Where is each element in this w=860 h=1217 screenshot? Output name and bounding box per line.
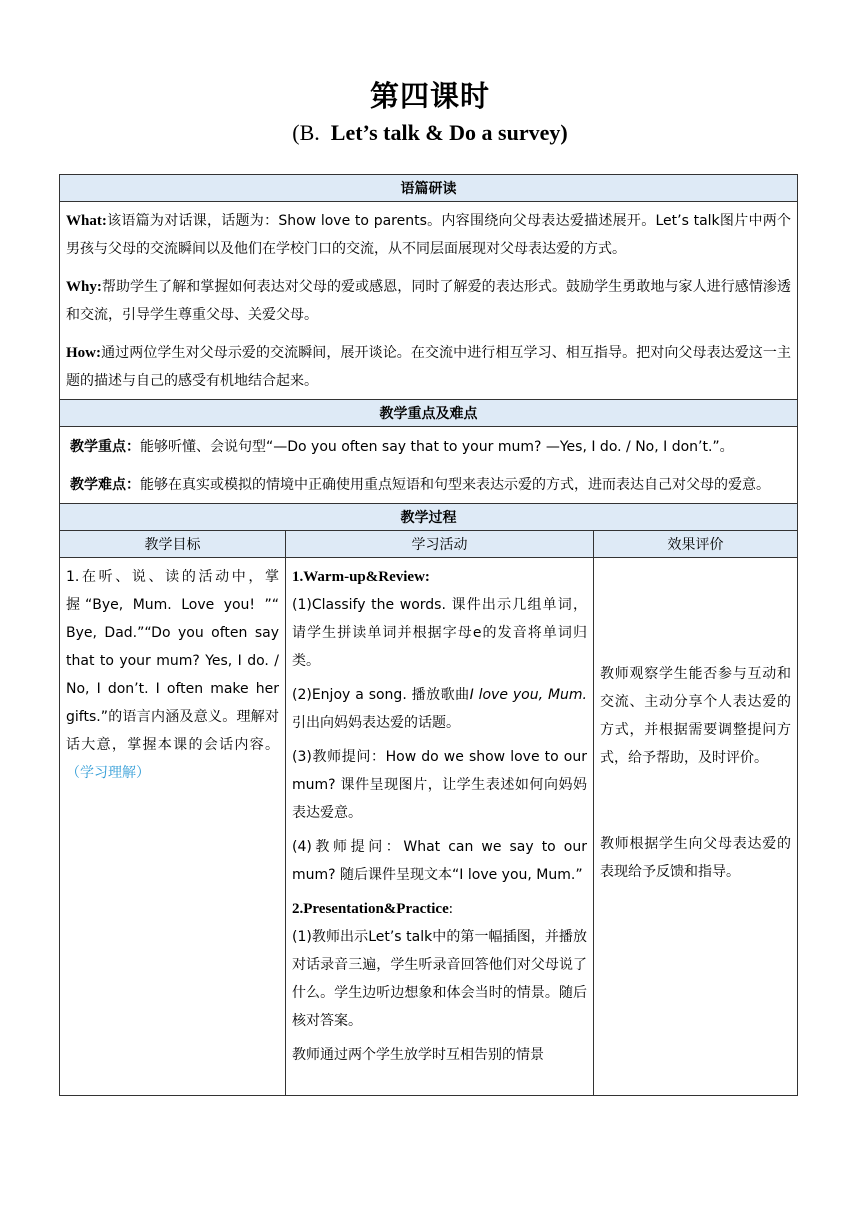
subtitle-prefix: (B. <box>292 120 320 145</box>
warmup-title: 1.Warm-up&Review: <box>292 569 430 585</box>
what-label: What: <box>66 213 107 229</box>
what-paragraph <box>66 207 791 263</box>
how-label: How: <box>66 345 101 361</box>
activity-question-1: (3)教师提问：How do we show love to our mum? 课件呈现图片，让学生表述如何向妈妈表达爱意。 <box>292 749 587 821</box>
song-intro: (2)Enjoy a song. 播放歌曲 <box>292 687 470 703</box>
key-text: 能够听懂、会说句型“—Do you often say that to your mum? —Yes, I do. / No, I don’t.”。 <box>140 439 734 455</box>
how-paragraph <box>66 339 791 395</box>
page-subtitle <box>0 120 860 146</box>
column-activity: 学习活动 <box>286 531 594 558</box>
page-title: 第四课时 <box>369 79 490 113</box>
song-outro: 引出向妈妈表达爱的话题。 <box>292 715 460 731</box>
activity-classify: (1)Classify the words. 课件出示几组单词，请学生拼读单词并根据字母e的发音将单词归类。 <box>292 597 587 669</box>
subtitle-main: Let’s talk & Do a survey) <box>330 120 568 145</box>
activity-cell <box>286 558 594 1096</box>
presentation-title <box>292 895 587 923</box>
evaluation-1: 教师观察学生能否参与互动和交流、主动分享个人表达爱的方式，并根据需要调整提问方式，给予帮助，及时评价。 <box>600 666 791 766</box>
song-title: I love you, Mum. <box>469 687 588 703</box>
goal-text: 1.在听、说、读的活动中，掌握“Bye, Mum. Love you! ”“ Bye, Dad.”“Do you often say that to your mum? Yes, I do. / No, I don’t. I often make her gifts.”的语言内涵及意义。理解对话大意，掌握本课的会话内容。 <box>66 569 279 753</box>
activity-question-2: (4)教师提问：What can we say to our mum? 随后课件呈现文本“I love you, Mum.” <box>292 839 587 883</box>
activity-scene: 教师通过两个学生放学时互相告别的情景 <box>292 1047 544 1063</box>
process-heading: 教学过程 <box>60 504 798 531</box>
activity-talk: (1)教师出示Let’s talk中的第一幅插图，并播放对话录音三遍，学生听录音回答他们对父母说了什么。学生边听边想象和体会当时的情景。随后核对答案。 <box>292 929 587 1029</box>
analysis-section <box>60 202 798 400</box>
evaluation-2: 教师根据学生向父母表达爱的表现给予反馈和指导。 <box>600 836 791 880</box>
focus-section <box>60 427 798 504</box>
column-goal: 教学目标 <box>60 531 286 558</box>
what-text: 该语篇为对话课，话题为：Show love to parents。内容围绕向父母表达爱描述展开。Let’s talk图片中两个男孩与父母的交流瞬间以及他们在学校门口的交流，从不同层面展现对父母表达爱的方式。 <box>66 213 791 257</box>
column-evaluation: 效果评价 <box>594 531 798 558</box>
presentation-title-text: 2.Presentation&Practice <box>292 901 449 917</box>
goal-cell <box>60 558 286 1096</box>
activity-song <box>292 681 587 737</box>
difficult-label: 教学难点： <box>70 477 140 493</box>
difficult-text: 能够在真实或模拟的情境中正确使用重点短语和句型来表达示爱的方式，进而表达自己对父母的爱意。 <box>140 477 770 493</box>
analysis-heading: 语篇研读 <box>60 175 798 202</box>
key-label: 教学重点： <box>70 439 140 455</box>
lesson-table <box>59 174 798 1096</box>
focus-heading: 教学重点及难点 <box>60 400 798 427</box>
why-label: Why: <box>66 279 102 295</box>
how-text: 通过两位学生对父母示爱的交流瞬间，展开谈论。在交流中进行相互学习、相互指导。把对向父母表达爱这一主题的描述与自己的感受有机地结合起来。 <box>66 345 791 389</box>
key-point <box>70 433 791 461</box>
presentation-colon: : <box>448 901 453 917</box>
why-paragraph <box>66 273 791 329</box>
difficult-point <box>70 471 791 499</box>
goal-tag: （学习理解） <box>66 765 150 781</box>
why-text: 帮助学生了解和掌握如何表达对父母的爱或感恩，同时了解爱的表达形式。鼓励学生勇敢地与家人进行感情渗透和交流，引导学生尊重父母、关爱父母。 <box>66 279 791 323</box>
evaluation-cell <box>594 558 798 1096</box>
